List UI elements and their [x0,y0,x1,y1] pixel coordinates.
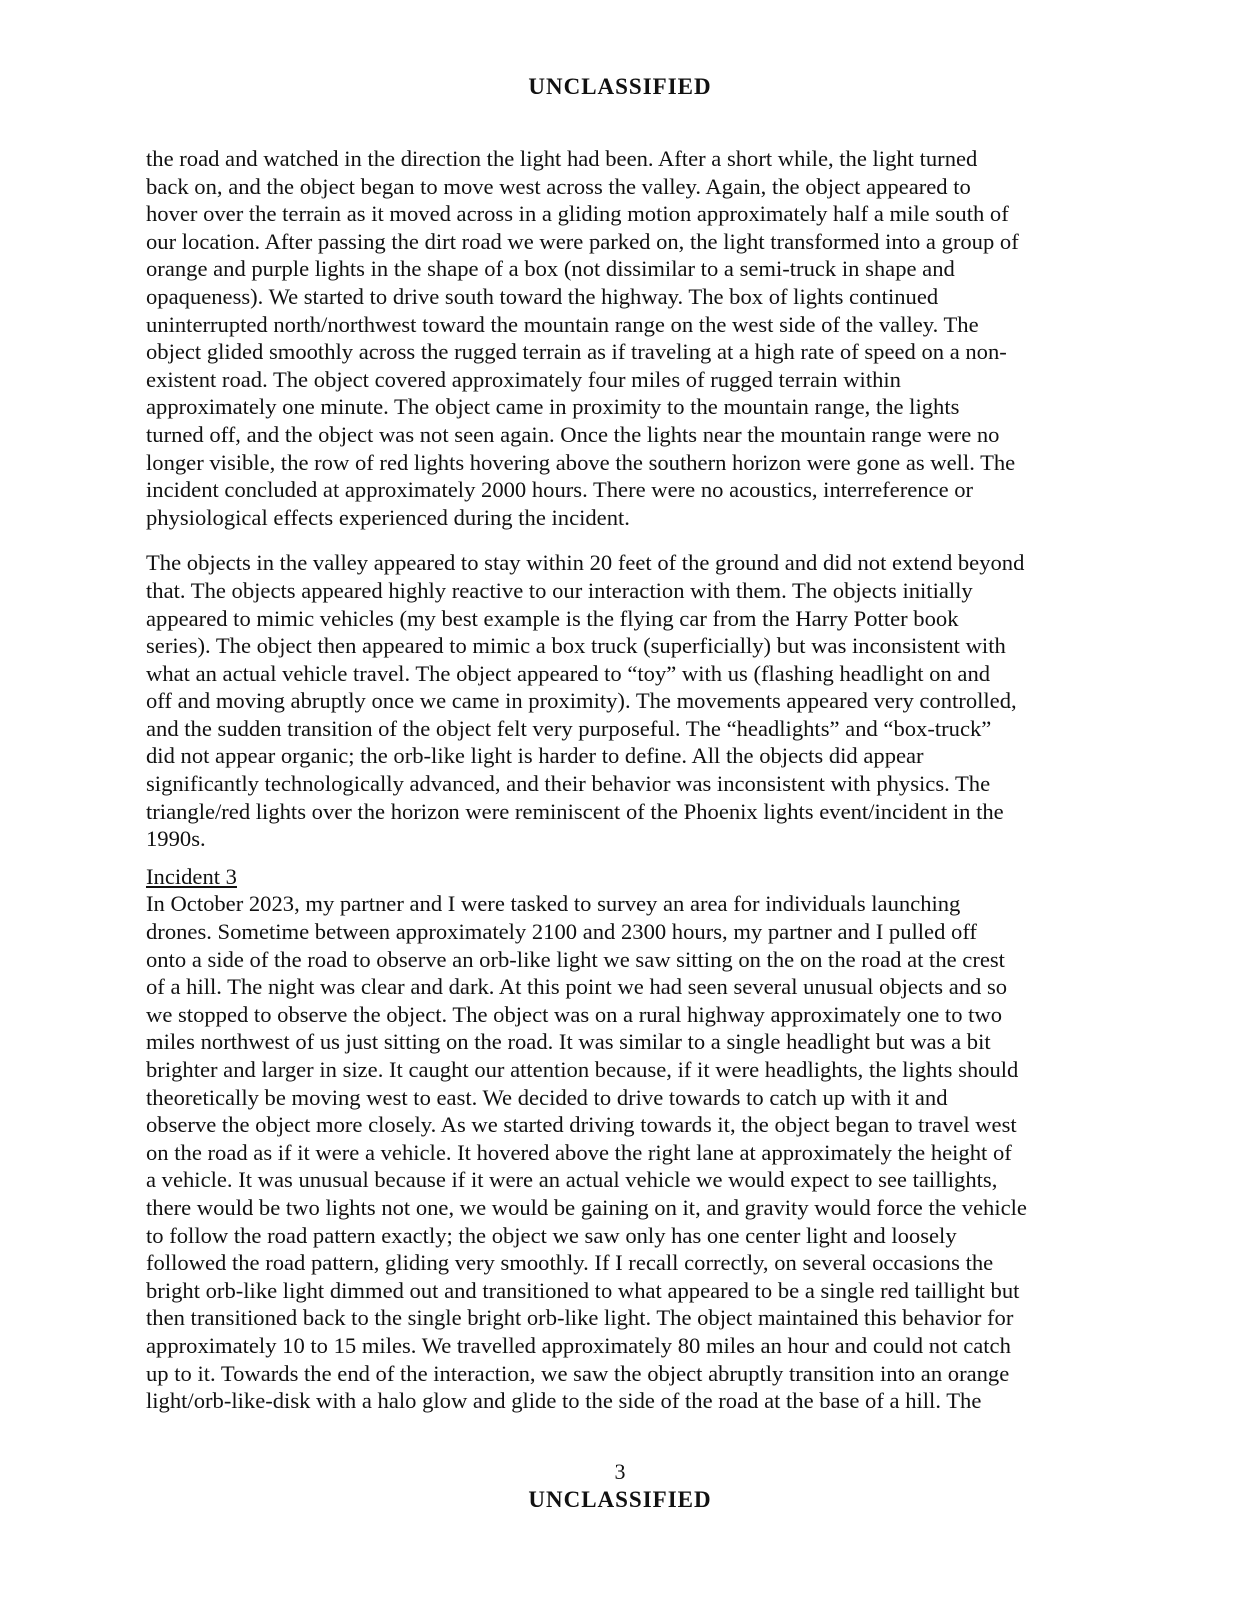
text-line: longer visible, the row of red lights hovering above the southern horizon were gone as well. The [146,449,1016,475]
text-line: 1990s. [146,826,206,852]
paragraph-spacer [146,531,1096,549]
text-line: a vehicle. It was unusual because if it were an actual vehicle we would expect to see taillights, [146,1167,998,1193]
text-line: then transitioned back to the single bright orb-like light. The object maintained this behavior for [146,1305,1014,1331]
text-line: there would be two lights not one, we would be gaining on it, and gravity would force the vehicle [146,1194,1027,1220]
text-line: uninterrupted north/northwest toward the mountain range on the west side of the valley. The [146,311,979,337]
text-line: existent road. The object covered approximately four miles of rugged terrain within [146,366,901,392]
text-line: miles northwest of us just sitting on the road. It was similar to a single headlight but was a bit [146,1029,991,1055]
text-line: orange and purple lights in the shape of a box (not dissimilar to a semi-truck in shape and [146,256,955,282]
text-line: opaqueness). We started to drive south toward the highway. The box of lights continued [146,283,939,309]
text-line: observe the object more closely. As we started driving towards it, the object began to travel west [146,1112,1017,1138]
text-line: did not appear organic; the orb-like light is harder to define. All the objects did appear [146,743,924,769]
paragraph-3 [146,890,1096,1414]
text-line: incident concluded at approximately 2000 hours. There were no acoustics, interreference or [146,477,974,503]
text-line: triangle/red lights over the horizon were reminiscent of the Phoenix lights event/incident in the [146,798,1004,824]
text-line: to follow the road pattern exactly; the object we saw only has one center light and loosely [146,1222,957,1248]
text-line: the road and watched in the direction the light had been. After a short while, the light turned [146,146,978,171]
text-line: significantly technologically advanced, and their behavior was inconsistent with physics. The [146,771,991,797]
paragraph-2 [146,549,1096,853]
text-line: up to it. Towards the end of the interaction, we saw the object abruptly transition into an orange [146,1360,1010,1386]
text-line: brighter and larger in size. It caught our attention because, if it were headlights, the lights should [146,1057,1019,1082]
text-line: series). The object then appeared to mimic a box truck (superficially) but was inconsistent with [146,633,1006,659]
text-line: and the sudden transition of the object felt very purposeful. The “headlights” and “box-truck” [146,715,992,741]
text-line: followed the road pattern, gliding very smoothly. If I recall correctly, on several occasions the [146,1250,994,1276]
text-line: object glided smoothly across the rugged terrain as if traveling at a high rate of speed on a non- [146,339,1007,365]
text-line: approximately 10 to 15 miles. We travelled approximately 80 miles an hour and could not catch [146,1332,1011,1358]
text-line: hover over the terrain as it moved across in a gliding motion approximately half a mile south of [146,201,1009,227]
text-line: that. The objects appeared highly reactive to our interaction with them. The objects initially [146,577,973,603]
section-heading: Incident 3 [146,863,237,889]
text-line: drones. Sometime between approximately 2100 and 2300 hours, my partner and I pulled off [146,919,977,945]
text-line: bright orb-like light dimmed out and transitioned to what appeared to be a single red taillight but [146,1277,1020,1303]
text-line: light/orb-like-disk with a halo glow and glide to the side of the road at the base of a hill. The [146,1388,982,1414]
classification-footer: UNCLASSIFIED [528,1487,712,1512]
text-line: what an actual vehicle travel. The object appeared to “toy” with us (flashing headlight on and [146,660,991,686]
text-line: The objects in the valley appeared to stay within 20 feet of the ground and did not extend beyond [146,550,1025,576]
text-line: off and moving abruptly once we came in proximity). The movements appeared very controlled, [146,688,1017,714]
paragraph-spacer [146,853,1096,863]
text-line: on the road as if it were a vehicle. It hovered above the right lane at approximately the height of [146,1139,1012,1165]
text-line: turned off, and the object was not seen again. Once the lights near the mountain range were no [146,421,1000,447]
text-line: In October 2023, my partner and I were tasked to survey an area for individuals launching [146,891,961,917]
classification-header: UNCLASSIFIED [528,74,712,99]
body-text [146,145,1096,1415]
text-line: physiological effects experienced during the incident. [146,504,630,530]
text-line: onto a side of the road to observe an orb-like light we saw sitting on the on the road at the crest [146,946,1005,972]
page-number: 3 [614,1459,626,1484]
paragraph-1 [146,145,1096,531]
text-line: we stopped to observe the object. The object was on a rural highway approximately one to two [146,1001,1003,1027]
text-line: our location. After passing the dirt road we were parked on, the light transformed into a group of [146,228,1019,254]
text-line: approximately one minute. The object came in proximity to the mountain range, the lights [146,394,960,420]
text-line: theoretically be moving west to east. We decided to drive towards to catch up with it and [146,1084,948,1110]
text-line: back on, and the object began to move west across the valley. Again, the object appeared to [146,173,971,199]
text-line: appeared to mimic vehicles (my best example is the flying car from the Harry Potter book [146,605,959,631]
text-line: of a hill. The night was clear and dark. At this point we had seen several unusual objects and so [146,974,1008,1000]
